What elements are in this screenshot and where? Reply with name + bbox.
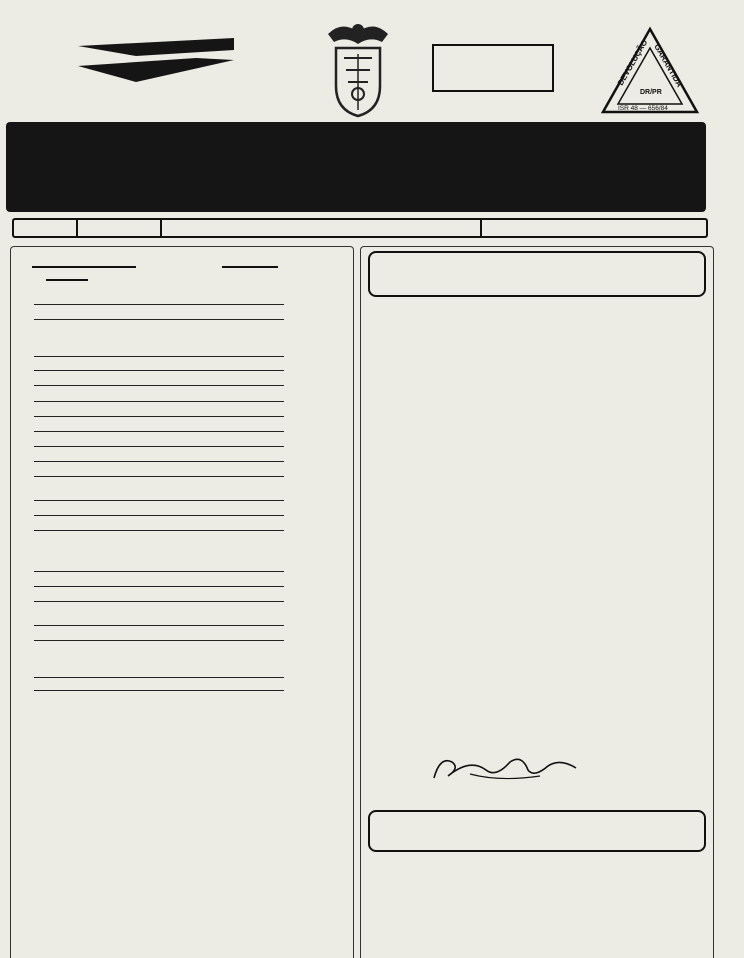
svg-text:GARANTIDA: GARANTIDA	[652, 42, 685, 89]
summary-row	[34, 515, 310, 518]
leader-line	[34, 690, 284, 691]
leader-line	[34, 677, 284, 678]
summary-row	[34, 431, 310, 434]
leader-line	[34, 461, 284, 462]
leader-line	[34, 356, 284, 357]
summary-row	[34, 530, 310, 533]
rule	[46, 279, 88, 281]
summary-row	[34, 319, 310, 322]
issue-number	[14, 220, 78, 236]
svg-text:DR/PR: DR/PR	[640, 89, 662, 96]
handwritten-signature	[430, 748, 580, 788]
leader-line	[34, 586, 284, 587]
svg-text:DEVOLUÇÃO: DEVOLUÇÃO	[615, 38, 650, 87]
leader-line	[34, 431, 284, 432]
leader-line	[34, 385, 284, 386]
leader-line	[34, 319, 284, 320]
summary-row	[34, 416, 310, 419]
leader-line	[34, 625, 284, 626]
summary-row	[34, 571, 310, 574]
leader-line	[34, 601, 284, 602]
parana-logo-shape	[76, 36, 236, 88]
leader-line	[34, 476, 284, 477]
issue-year	[78, 220, 162, 236]
edition-pages	[482, 220, 706, 236]
porte-pago-stamp	[432, 44, 554, 92]
summary-row	[34, 476, 310, 479]
summary-row	[34, 601, 310, 604]
summary-row	[34, 677, 310, 680]
rule	[222, 266, 278, 268]
summary-row	[34, 385, 310, 388]
tribunal-header-box	[368, 251, 706, 297]
summary-row	[34, 356, 310, 359]
leader-line	[34, 500, 284, 501]
leader-line	[34, 515, 284, 516]
leader-line	[34, 370, 284, 371]
devolucao-garantida-seal	[600, 26, 700, 116]
leader-line	[34, 304, 284, 305]
summary-row	[34, 461, 310, 464]
edition-info-bar	[12, 218, 708, 238]
title-banner	[6, 122, 706, 212]
leader-line	[34, 416, 284, 417]
leader-line	[34, 640, 284, 641]
summary-row	[34, 401, 310, 404]
summary-row	[34, 586, 310, 589]
summary-row	[34, 500, 310, 503]
summary-row	[34, 640, 310, 643]
coat-of-arms-emblem	[322, 14, 394, 118]
leader-line	[34, 530, 284, 531]
summary-row	[34, 690, 310, 693]
summary-row	[34, 446, 310, 449]
rule	[32, 266, 136, 268]
leader-line	[34, 446, 284, 447]
svg-text:ISR 48 — 656/84: ISR 48 — 656/84	[618, 105, 668, 112]
issue-date	[162, 220, 482, 236]
leader-line	[34, 571, 284, 572]
summary-row	[34, 625, 310, 628]
leader-line	[34, 401, 284, 402]
patrimonio-header-box	[368, 810, 706, 852]
summary-row	[34, 304, 310, 307]
summary-row	[34, 370, 310, 373]
